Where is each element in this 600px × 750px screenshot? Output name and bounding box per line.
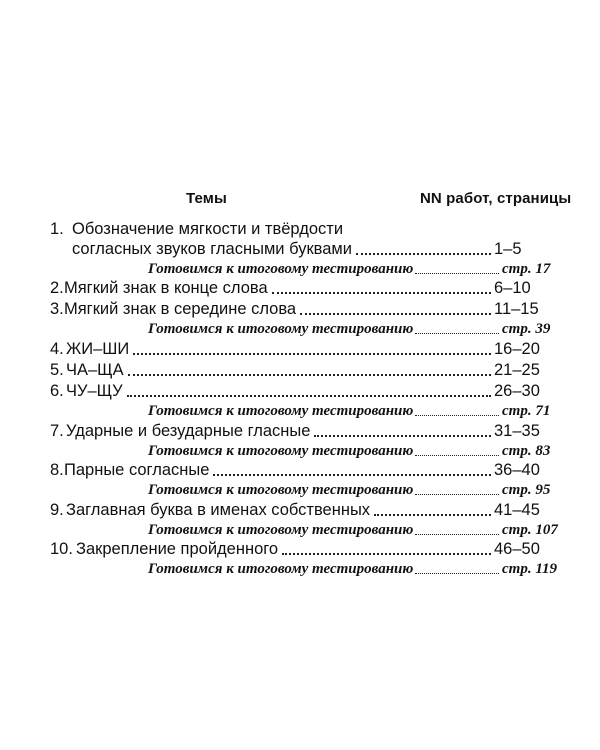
toc-test-entry	[148, 480, 562, 500]
toc-entry	[50, 380, 562, 402]
toc-entry-title: ЧА–ЩА	[66, 361, 124, 379]
toc-entry-pages: 16–20	[494, 340, 540, 358]
toc-entry	[50, 298, 562, 320]
toc-entry-number: 8.	[50, 461, 64, 479]
toc-test-entry	[148, 559, 562, 579]
toc-entry-title: Готовимся к итоговому тестированию	[148, 261, 414, 277]
toc-entry-title: Готовимся к итоговому тестированию	[148, 443, 414, 459]
pages-header: NN работ, страницы	[420, 190, 572, 207]
toc-entry-pages: 26–30	[494, 382, 540, 400]
dot-leader	[415, 534, 499, 535]
topics-header: Темы	[186, 190, 227, 207]
toc-entry-title: Ударные и безударные гласные	[66, 422, 311, 440]
toc-entry-pages: 46–50	[494, 540, 540, 558]
toc-entry-title: Готовимся к итоговому тестированию	[148, 522, 414, 538]
dot-leader	[127, 395, 491, 397]
dot-leader	[128, 374, 491, 376]
toc-entry	[50, 338, 562, 360]
toc-entry-title: ЧУ–ЩУ	[66, 382, 123, 400]
dot-leader	[415, 494, 499, 495]
toc-entry-number: 3.	[50, 300, 64, 318]
toc-entry-number: 5.	[50, 361, 64, 379]
toc-entry-pages: 6–10	[494, 279, 531, 297]
toc-entry-title: Закрепление пройденного	[76, 540, 279, 558]
toc-entry-pages: стр. 71	[502, 403, 551, 419]
toc-entry-pages: стр. 83	[502, 443, 551, 459]
toc-test-entry	[148, 520, 562, 540]
toc-entry	[50, 359, 562, 381]
toc-entry-number: 2.	[50, 279, 64, 297]
toc-entry-pages: 1–5	[494, 240, 522, 258]
toc-test-entry	[148, 259, 562, 279]
toc-entry-pages: 31–35	[494, 422, 540, 440]
toc-entry-title: Готовимся к итоговому тестированию	[148, 482, 414, 498]
toc-entry-number: 6.	[50, 382, 64, 400]
dot-leader	[356, 253, 491, 255]
toc-entry	[50, 420, 562, 442]
dot-leader	[415, 415, 499, 416]
toc-entry-pages: 36–40	[494, 461, 540, 479]
toc-entry-pages: стр. 95	[502, 482, 551, 498]
toc-entry-title: Парные согласные	[64, 461, 210, 479]
dot-leader	[415, 333, 499, 334]
toc-entry-title: Обозначение мягкости и твёрдости	[72, 220, 344, 238]
dot-leader	[415, 273, 499, 274]
toc-entry-title: Готовимся к итоговому тестированию	[148, 561, 414, 577]
toc-entry	[50, 499, 562, 521]
toc-entry-title: Мягкий знак в середине слова	[64, 300, 297, 318]
toc-test-entry	[148, 441, 562, 461]
toc-entry	[50, 277, 562, 299]
dot-leader	[415, 573, 499, 574]
toc-entry-pages: стр. 39	[502, 321, 551, 337]
dot-leader	[374, 514, 491, 516]
toc-entry-number: 7.	[50, 422, 64, 440]
toc-entry	[50, 538, 562, 560]
toc-entry-pages: стр. 119	[502, 561, 557, 577]
dot-leader	[282, 553, 491, 555]
toc-test-entry	[148, 319, 562, 339]
toc-entry-pages: 21–25	[494, 361, 540, 379]
dot-leader	[272, 292, 491, 294]
dot-leader	[415, 455, 499, 456]
toc-entry-title: согласных звуков гласными буквами	[72, 240, 352, 258]
toc-entry-title: Готовимся к итоговому тестированию	[148, 403, 414, 419]
dot-leader	[300, 313, 491, 315]
dot-leader	[133, 353, 491, 355]
toc-entry-title: Заглавная буква в именах собственных	[66, 501, 371, 519]
toc-entry-title: ЖИ–ШИ	[66, 340, 130, 358]
dot-leader	[213, 474, 491, 476]
toc-entry-pages: стр. 107	[502, 522, 558, 538]
toc-entry-number: 1.	[50, 220, 64, 238]
toc-entry-number: 9.	[50, 501, 64, 519]
toc-test-entry	[148, 401, 562, 421]
toc-entry-title: Готовимся к итоговому тестированию	[148, 321, 414, 337]
toc-entry-pages: 41–45	[494, 501, 540, 519]
toc-entry	[72, 238, 562, 260]
toc-entry	[50, 459, 562, 481]
toc-entry-number: 10.	[50, 540, 73, 558]
toc-entry-title: Мягкий знак в конце слова	[64, 279, 268, 297]
toc-entry	[50, 218, 343, 240]
toc-entry-pages: стр. 17	[502, 261, 551, 277]
toc-entry-number: 4.	[50, 340, 64, 358]
toc-entry-pages: 11–15	[494, 300, 539, 318]
dot-leader	[314, 435, 491, 437]
